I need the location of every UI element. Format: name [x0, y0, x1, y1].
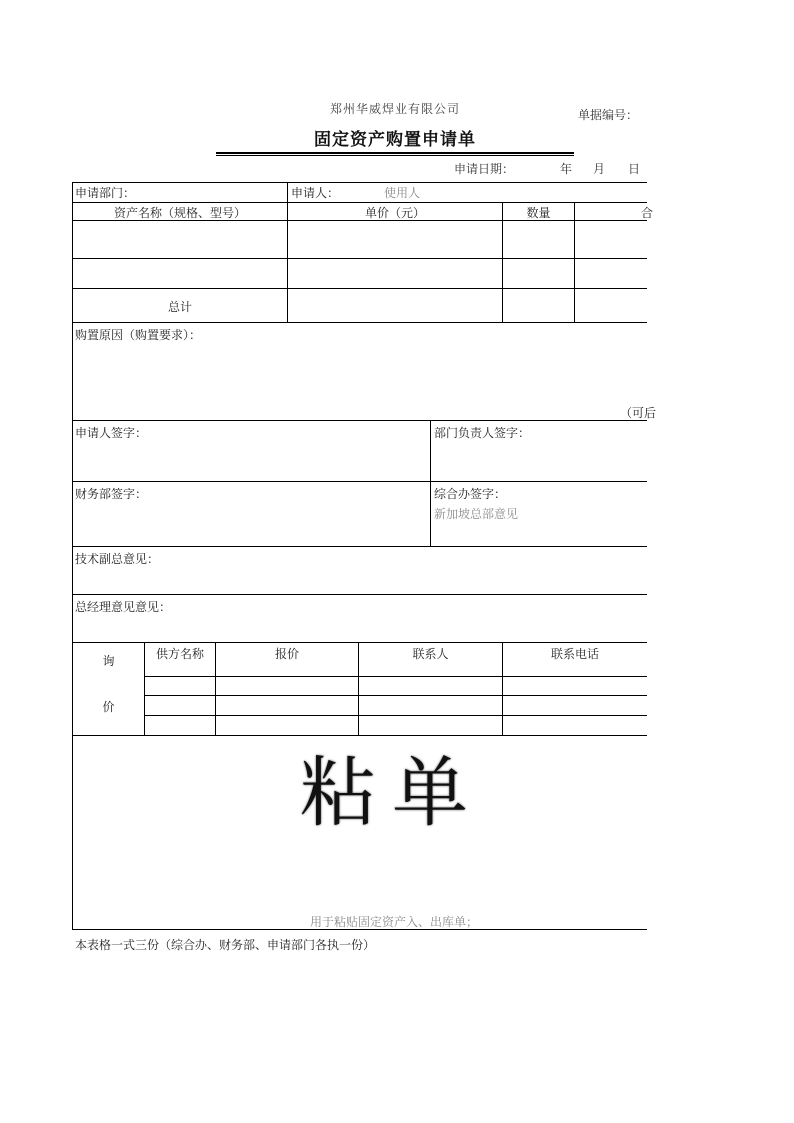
tech-vp-opinion-label: 技术副总意见： — [75, 552, 160, 566]
h-line — [72, 594, 647, 595]
form-top-border — [72, 182, 647, 183]
finance-signature-label: 财务部签字： — [75, 487, 148, 501]
dept-head-signature-label: 部门负责人签字： — [434, 426, 531, 440]
h-line — [72, 546, 647, 547]
unit-price-header: 单价（元） — [364, 206, 425, 220]
title-underline-thick — [216, 152, 574, 154]
paste-area-title: 粘单 — [300, 748, 484, 837]
inquiry-row-3[interactable] — [145, 716, 647, 735]
date-year[interactable]: 年 — [560, 162, 573, 176]
h-line — [72, 288, 647, 289]
form-title: 固定资产购置申请单 — [314, 130, 476, 150]
document-number-label: 单据编号： — [578, 108, 639, 122]
general-office-signature-label: 综合办签字： — [434, 487, 507, 501]
quantity-header: 数量 — [526, 206, 551, 220]
inquiry-row-2[interactable] — [145, 696, 647, 715]
asset-row-2[interactable] — [73, 259, 647, 287]
application-date-label: 申请日期： — [454, 162, 515, 176]
h-line — [72, 420, 647, 421]
attachment-note: （可后 — [620, 406, 657, 420]
contact-person-header: 联系人 — [412, 647, 449, 661]
h-line — [72, 642, 647, 643]
inquiry-label-top: 询 — [102, 654, 115, 668]
total-amount-header: 合 — [641, 206, 654, 220]
gm-opinion-label: 总经理意见意见： — [75, 600, 172, 614]
user-hint: 使用人 — [384, 186, 421, 200]
v-line — [430, 420, 431, 547]
inquiry-row-1[interactable] — [145, 677, 647, 695]
contact-phone-header: 联系电话 — [550, 647, 599, 661]
inquiry-label-bottom: 价 — [102, 700, 115, 714]
company-name: 郑州华威焊业有限公司 — [330, 102, 461, 116]
h-line — [72, 202, 647, 203]
date-month[interactable]: 月 — [593, 162, 606, 176]
paste-area-hint: 用于粘贴固定资产入、出库单； — [310, 915, 479, 929]
singapore-hq-opinion-hint: 新加坡总部意见 — [434, 507, 519, 521]
date-day[interactable]: 日 — [628, 162, 641, 176]
applicant-signature-label: 申请人签字： — [75, 426, 148, 440]
purchase-reason-label: 购置原因（购置要求）： — [75, 328, 202, 342]
supplier-name-header: 供方名称 — [155, 647, 204, 661]
quote-header: 报价 — [274, 647, 299, 661]
asset-name-header: 资产名称（规格、型号） — [113, 206, 246, 220]
form-bottom-border — [72, 929, 647, 930]
title-underline-thin — [216, 155, 574, 156]
department-label: 申请部门： — [75, 186, 136, 200]
asset-row-1[interactable] — [73, 221, 647, 257]
total-label: 总计 — [167, 300, 192, 314]
paste-area[interactable] — [73, 736, 647, 928]
h-line — [72, 322, 647, 323]
purchase-reason-field[interactable] — [73, 345, 647, 405]
h-line — [72, 481, 647, 482]
applicant-label: 申请人： — [291, 186, 340, 200]
footer-note: 本表格一式三份（综合办、财务部、申请部门各执一份） — [75, 938, 376, 952]
